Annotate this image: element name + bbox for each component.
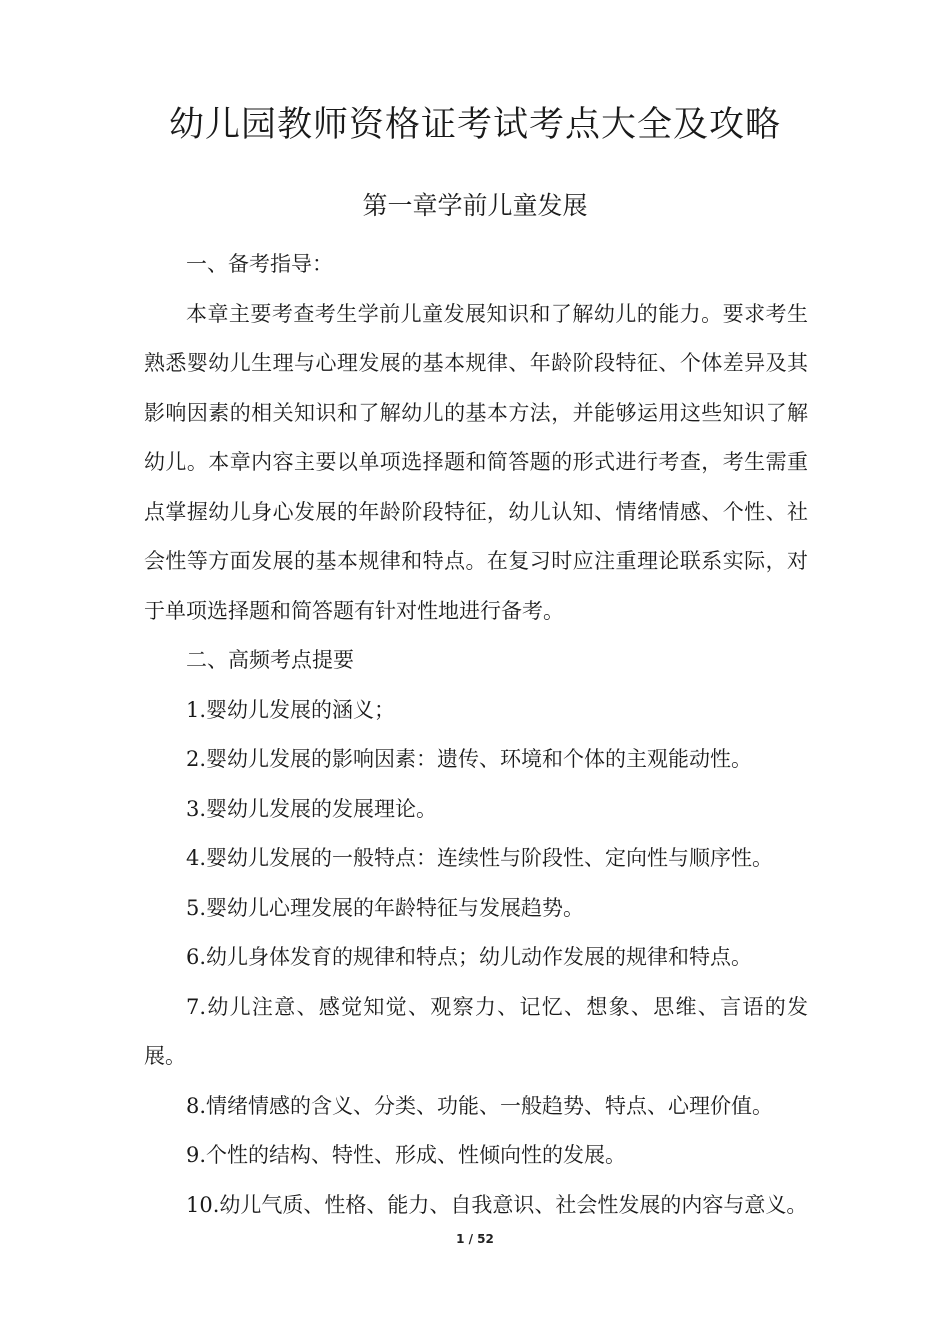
document-body (144, 240, 808, 1230)
prep-guide-paragraph: 本章主要考查考生学前儿童发展知识和了解幼儿的能力。要求考生熟悉婴幼儿生理与心理发展的基本规律、年龄阶段特征、个体差异及其影响因素的相关知识和了解幼儿的基本方法，并能够运用这些知识了解幼儿。本章内容主要以单项选择题和简答题的形式进行考查，考生需重点掌握幼儿身心发展的年龄阶段特征，幼儿认知、情绪情感、个性、社会性等方面发展的基本规律和特点。在复习时应注重理论联系实际，对于单项选择题和简答题有针对性地进行备考。 (144, 301, 808, 623)
section-heading-prep-guide: 一、备考指导： (186, 252, 333, 276)
key-point-item: 2.婴幼儿发展的影响因素：遗传、环境和个体的主观能动性。 (186, 747, 753, 771)
chapter-title: 第一章学前儿童发展 (362, 191, 588, 220)
page-number-indicator: 1 / 52 (456, 1232, 494, 1246)
key-point-item: 4.婴幼儿发展的一般特点：连续性与阶段性、定向性与顺序性。 (186, 846, 774, 870)
document-title: 幼儿园教师资格证考试考点大全及攻略 (168, 105, 781, 145)
key-point-item: 9.个性的结构、特性、形成、性倾向性的发展。 (186, 1143, 627, 1167)
key-point-item: 1.婴幼儿发展的涵义； (186, 697, 396, 722)
key-point-item: 10.幼儿气质、性格、能力、自我意识、社会性发展的内容与意义。 (186, 1192, 808, 1217)
key-point-item: 5.婴幼儿心理发展的年龄特征与发展趋势。 (186, 895, 585, 920)
section-heading-key-points: 二、高频考点提要 (186, 648, 354, 672)
key-point-item: 3.婴幼儿发展的发展理论。 (186, 796, 438, 821)
key-point-item: 6.幼儿身体发育的规律和特点；幼儿动作发展的规律和特点。 (186, 945, 753, 969)
key-point-item: 8.情绪情感的含义、分类、功能、一般趋势、特点、心理价值。 (186, 1093, 774, 1118)
key-point-item: 7.幼儿注意、感觉知觉、观察力、记忆、想象、思维、言语的发展。 (144, 994, 808, 1068)
